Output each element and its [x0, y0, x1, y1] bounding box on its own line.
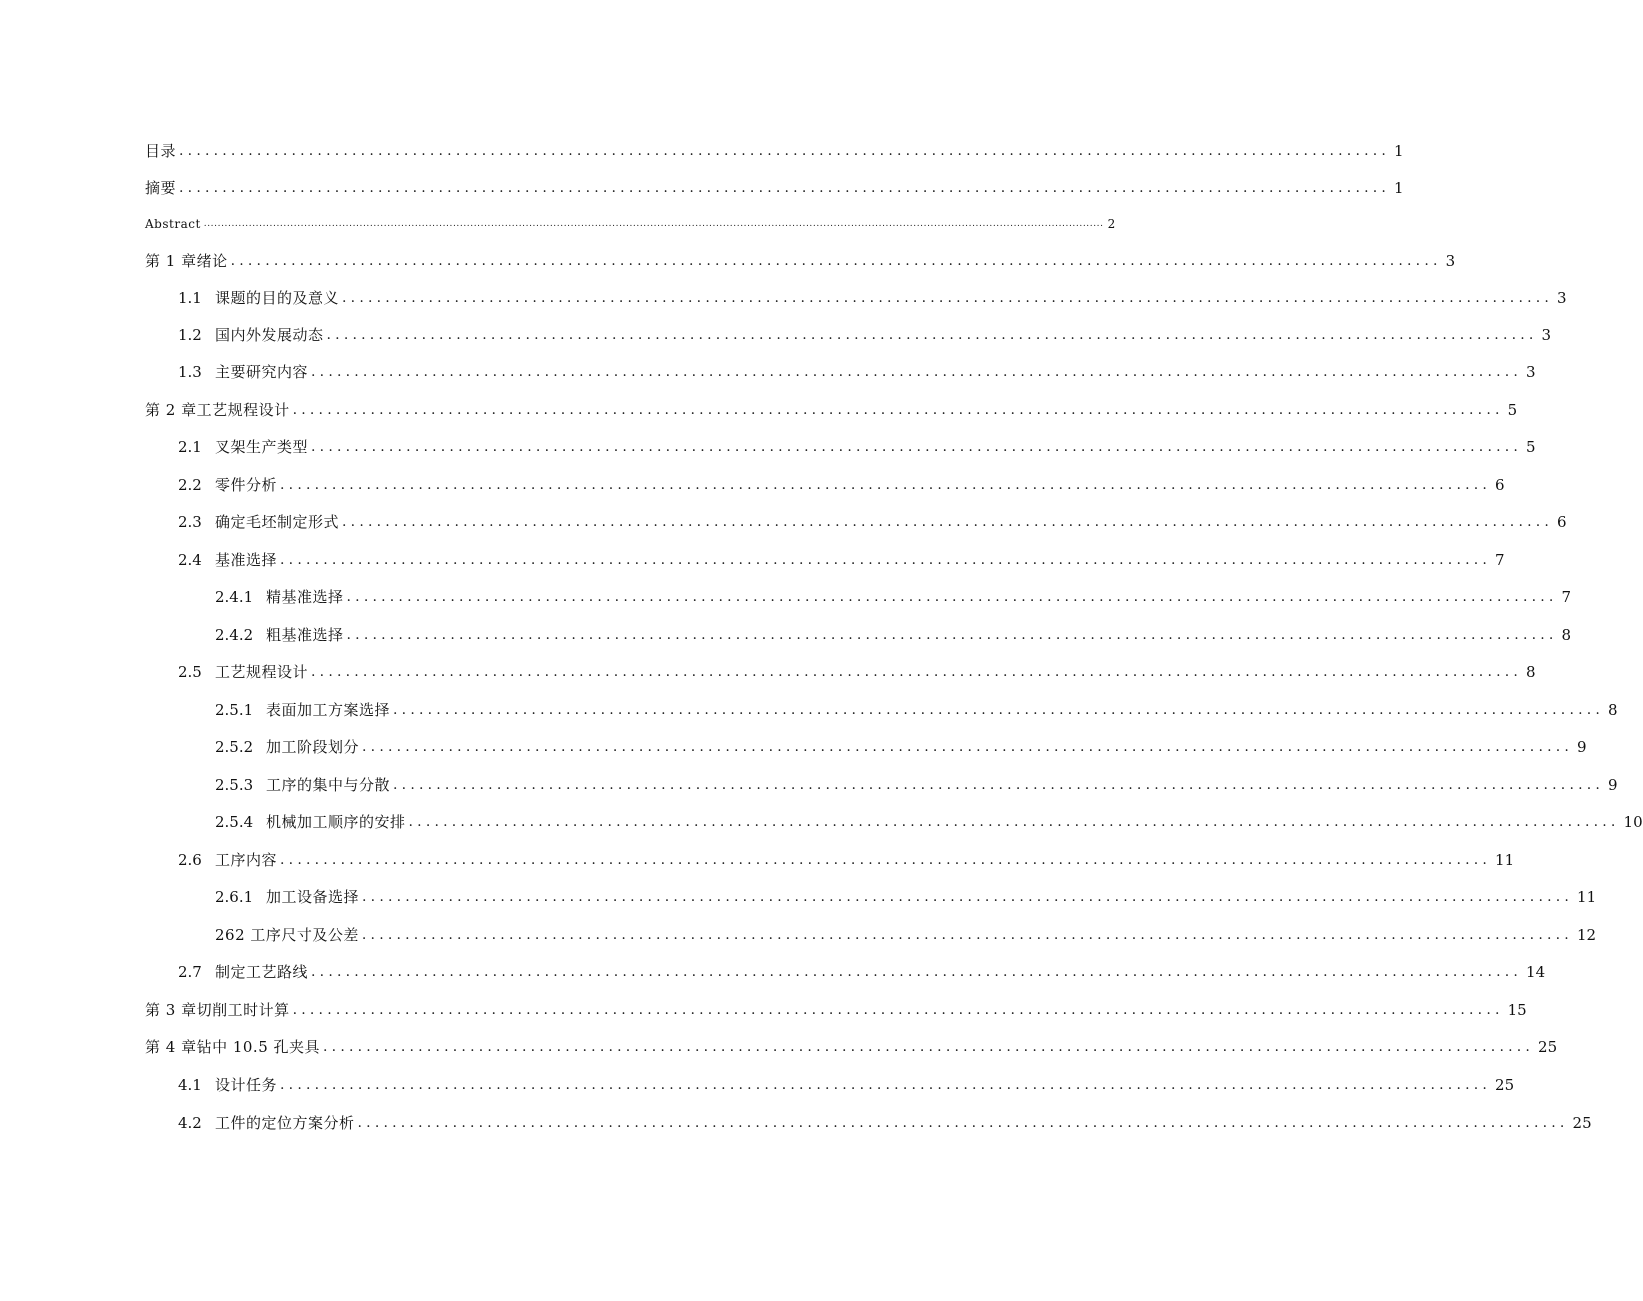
toc-entry-number: 4.2 — [178, 1114, 202, 1132]
toc-entry-label: 工序的集中与分散 — [266, 776, 391, 794]
toc-entry-label: 加工阶段划分 — [266, 738, 360, 756]
toc-entry[interactable] — [178, 508, 1567, 532]
toc-entry-number: 2.7 — [178, 963, 202, 981]
toc-entry-number: 2.4 — [178, 551, 202, 569]
toc-entry-number: 2.5 — [178, 663, 202, 681]
toc-entry-page-number: 3 — [1557, 289, 1567, 307]
toc-entry[interactable] — [178, 546, 1505, 570]
toc-entry-number: 2.3 — [178, 513, 202, 531]
toc-entry-label: 第 3 章切削工时计算 — [145, 1001, 290, 1019]
toc-entry-label: 加工设备选择 — [266, 888, 360, 906]
toc-dot-leader: ............................................................................................................................................ — [311, 364, 1523, 380]
toc-entry-page-number: 5 — [1507, 401, 1518, 419]
toc-entry[interactable] — [178, 321, 1552, 345]
toc-entry-label: 工序内容 — [215, 851, 278, 869]
toc-entry-label: 制定工艺路线 — [215, 963, 309, 981]
toc-dot-leader: ............................................................................................................................................ — [342, 514, 1554, 530]
toc-dot-leader: ............................................................................................................................................ — [179, 180, 1391, 196]
toc-entry[interactable] — [215, 808, 1643, 832]
toc-dot-leader: ............................................................................................................................................ — [393, 702, 1605, 718]
toc-entry-number: 1.1 — [178, 289, 202, 307]
toc-dot-leader: ............................................................................................................................................ — [361, 927, 1573, 943]
toc-entry-number: 2.6.1 — [215, 888, 254, 906]
toc-entry[interactable] — [215, 696, 1618, 720]
toc-entry-label: 工件的定位方案分析 — [215, 1114, 355, 1132]
toc-entry[interactable] — [178, 1071, 1515, 1095]
toc-dot-leader: ............................................................................................................................................ — [280, 1077, 1492, 1093]
toc-entry-page-number: 8 — [1561, 626, 1572, 644]
toc-entry-page-number: 1 — [1394, 142, 1404, 160]
toc-entry[interactable] — [215, 621, 1572, 645]
toc-entry-number: 2.5.3 — [215, 776, 254, 794]
toc-entry[interactable] — [178, 284, 1567, 308]
toc-dot-leader: ............................................................................................................................................ — [292, 1002, 1504, 1018]
toc-entry-label: 机械加工顺序的安排 — [266, 813, 406, 831]
toc-entry-number: 1.2 — [178, 326, 202, 344]
toc-dot-leader: ............................................................................................................................................ — [346, 589, 1558, 605]
toc-entry-label: 摘要 — [145, 179, 177, 197]
toc-entry-label: 叉架生产类型 — [215, 438, 309, 456]
toc-entry-page-number: 9 — [1608, 776, 1618, 794]
toc-entry-label: 零件分析 — [215, 476, 278, 494]
toc-entry-page-number: 3 — [1541, 326, 1552, 344]
toc-entry-page-number: 6 — [1557, 513, 1567, 531]
toc-entry-page-number: 25 — [1495, 1076, 1515, 1094]
toc-dot-leader: ............................................................................................................................................ — [179, 143, 1391, 159]
toc-entry-label: 第 4 章钻中 10.5 孔夹具 — [145, 1038, 321, 1056]
toc-dot-leader: ............................................................................................................................................ — [357, 1115, 1569, 1131]
toc-entry-number: 2.2 — [178, 476, 202, 494]
toc-dot-leader: ............................................................................................................................................ — [280, 852, 1492, 868]
toc-entry[interactable] — [215, 883, 1597, 907]
toc-dot-leader: .................................................................................................................................................................................................................................................................... — [203, 219, 1104, 229]
toc-entry-page-number: 2 — [1107, 217, 1116, 231]
toc-entry[interactable] — [178, 846, 1515, 870]
toc-entry-page-number: 15 — [1507, 1001, 1527, 1019]
toc-entry-page-number: 5 — [1526, 438, 1536, 456]
toc-entry[interactable] — [178, 471, 1505, 495]
toc-dot-leader: ............................................................................................................................................ — [362, 889, 1574, 905]
toc-dot-leader: ............................................................................................................................................ — [230, 253, 1442, 269]
toc-entry-number: 2.5.4 — [215, 813, 254, 831]
toc-entry-page-number: 7 — [1495, 551, 1505, 569]
toc-entry-number: 2.1 — [178, 438, 202, 456]
toc-entry[interactable] — [145, 1033, 1558, 1057]
toc-entry-page-number: 25 — [1538, 1038, 1558, 1056]
toc-entry[interactable] — [178, 658, 1536, 682]
toc-entry-page-number: 6 — [1495, 476, 1505, 494]
toc-entry[interactable] — [145, 247, 1456, 271]
toc-entry[interactable] — [145, 210, 1116, 234]
toc-entry-number: 2.5.2 — [215, 738, 254, 756]
toc-entry-page-number: 11 — [1495, 851, 1515, 869]
toc-dot-leader: ............................................................................................................................................ — [362, 739, 1574, 755]
toc-entry[interactable] — [145, 137, 1404, 161]
toc-dot-leader: ............................................................................................................................................ — [311, 439, 1523, 455]
toc-entry-label: 精基准选择 — [266, 588, 344, 606]
toc-entry[interactable] — [215, 733, 1587, 757]
toc-dot-leader: ............................................................................................................................................ — [311, 964, 1523, 980]
toc-dot-leader: ............................................................................................................................................ — [323, 1039, 1535, 1055]
toc-entry-label: 课题的目的及意义 — [215, 289, 340, 307]
toc-entry-label: 第 2 章工艺规程设计 — [145, 401, 290, 419]
toc-entry[interactable] — [178, 958, 1546, 982]
toc-dot-leader: ............................................................................................................................................ — [326, 327, 1538, 343]
toc-entry-page-number: 8 — [1526, 663, 1536, 681]
toc-entry-page-number: 14 — [1526, 963, 1546, 981]
toc-entry[interactable] — [178, 1109, 1592, 1133]
toc-entry[interactable] — [215, 921, 1597, 945]
toc-entry-number: 4.1 — [178, 1076, 202, 1094]
toc-entry-page-number: 7 — [1561, 588, 1572, 606]
toc-dot-leader: ............................................................................................................................................ — [393, 777, 1605, 793]
toc-entry-number: 1.3 — [178, 363, 202, 381]
toc-entry-page-number: 12 — [1576, 926, 1597, 944]
toc-entry-page-number: 25 — [1572, 1114, 1592, 1132]
toc-entry[interactable] — [178, 433, 1536, 457]
toc-entry-label: 目录 — [145, 142, 177, 160]
toc-dot-leader: ............................................................................................................................................ — [280, 552, 1492, 568]
toc-entry-label: Abstract — [145, 217, 201, 231]
toc-entry-label: 基准选择 — [215, 551, 278, 569]
toc-entry-page-number: 3 — [1445, 252, 1456, 270]
toc-entry-label: 国内外发展动态 — [215, 326, 324, 344]
toc-entry-number: 2.6 — [178, 851, 202, 869]
toc-entry-label: 确定毛坯制定形式 — [215, 513, 340, 531]
toc-entry-page-number: 8 — [1608, 701, 1618, 719]
toc-dot-leader: ............................................................................................................................................ — [346, 627, 1558, 643]
toc-entry-number: 2.5.1 — [215, 701, 254, 719]
toc-entry-number: 2.4.1 — [215, 588, 254, 606]
toc-entry[interactable] — [145, 174, 1404, 198]
toc-entry-number: 2.4.2 — [215, 626, 254, 644]
toc-entry-label: 粗基准选择 — [266, 626, 344, 644]
toc-entry-label: 第 1 章绪论 — [145, 252, 228, 270]
toc-entry-page-number: 10 — [1623, 813, 1643, 831]
toc-dot-leader: ............................................................................................................................................ — [408, 814, 1620, 830]
toc-entry-label: 主要研究内容 — [215, 363, 309, 381]
toc-entry[interactable] — [178, 358, 1536, 382]
toc-entry[interactable] — [215, 771, 1618, 795]
toc-dot-leader: ............................................................................................................................................ — [292, 402, 1504, 418]
toc-entry-page-number: 1 — [1394, 179, 1404, 197]
toc-entry[interactable] — [215, 583, 1572, 607]
toc-entry-label: 工艺规程设计 — [215, 663, 309, 681]
toc-dot-leader: ............................................................................................................................................ — [342, 290, 1554, 306]
toc-dot-leader: ............................................................................................................................................ — [311, 664, 1523, 680]
toc-entry-page-number: 11 — [1577, 888, 1597, 906]
toc-entry-page-number: 3 — [1526, 363, 1536, 381]
toc-entry-label: 表面加工方案选择 — [266, 701, 391, 719]
toc-entry[interactable] — [145, 996, 1527, 1020]
toc-entry-label: 设计任务 — [215, 1076, 278, 1094]
toc-entry[interactable] — [145, 396, 1518, 420]
toc-entry-page-number: 9 — [1577, 738, 1587, 756]
toc-dot-leader: ............................................................................................................................................ — [280, 477, 1492, 493]
toc-entry-label: 262 工序尺寸及公差 — [215, 926, 359, 944]
